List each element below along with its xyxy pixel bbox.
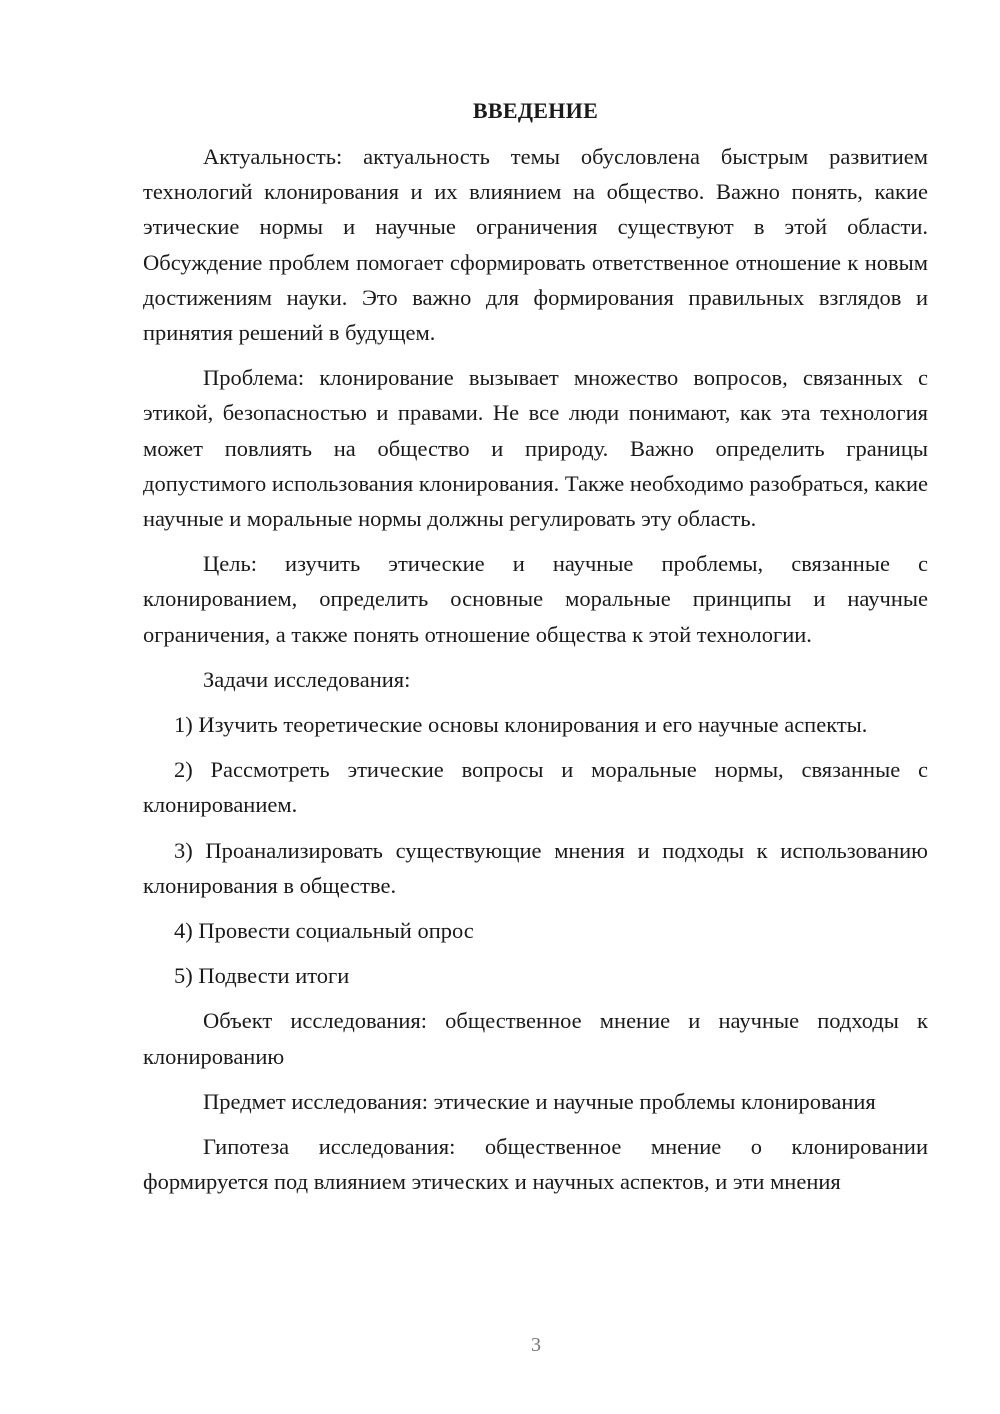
document-page [143,95,928,1209]
page-title: ВВЕДЕНИЕ [472,98,599,123]
paragraph-relevance: Актуальность: актуальность темы обусловлена быстрым развитием технологий клонирования и их влиянием на общество. Важно понять, какие этические нормы и научные ограничения существуют в этой области. Обсуждение проблем помогает сформировать ответственное отношение к новым достижениям науки. Это важно для формирования правильных взглядов и принятия решений в будущем. [143,144,928,346]
page-number: 3 [531,1334,541,1356]
paragraph-goal: Цель: изучить этические и научные проблемы, связанные с клонированием, определить основные моральные принципы и научные ограничения, а также понять отношение общества к этой технологии. [143,551,928,647]
paragraph-subject: Предмет исследования: этические и научные проблемы клонирования [203,1088,876,1114]
paragraph-hypothesis: Гипотеза исследования: общественное мнение о клонировании формируется под влиянием этических и научных аспектов, и эти мнения [143,1134,928,1195]
task-item-2: 2) Рассмотреть этические вопросы и моральные нормы, связанные с клонированием. [143,757,928,818]
task-item-1: 1) Изучить теоретические основы клонирования и его научные аспекты. [174,712,868,738]
paragraph-object: Объект исследования: общественное мнение и научные подходы к клонированию [143,1008,928,1069]
task-item-4: 4) Провести социальный опрос [174,918,474,944]
paragraph-tasks-heading: Задачи исследования: [203,666,411,692]
task-item-5: 5) Подвести итоги [174,963,350,989]
task-item-3: 3) Проанализировать существующие мнения и подходы к использованию клонирования в обществе. [143,837,928,898]
paragraph-problem: Проблема: клонирование вызывает множество вопросов, связанных с этикой, безопасностью и правами. Не все люди понимают, как эта технология может повлиять на общество и природу. Важно определить границы допустимого использования клонирования. Также необходимо разобраться, какие научные и моральные нормы должны регулировать эту область. [143,365,928,532]
